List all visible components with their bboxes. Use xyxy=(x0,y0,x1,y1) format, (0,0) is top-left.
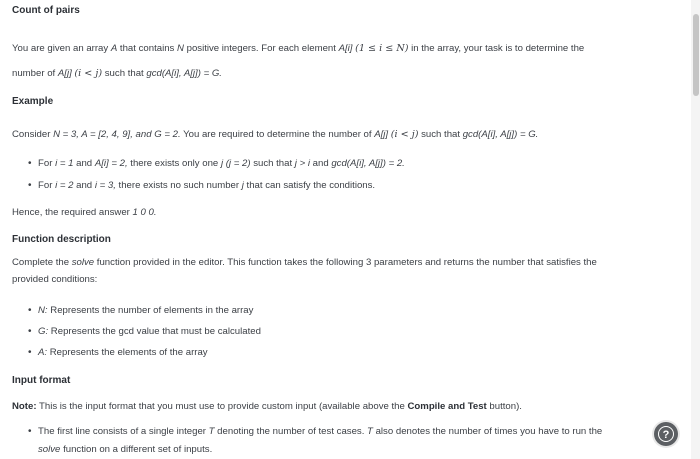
answer-line: Hence, the required answer 1 0 0. xyxy=(12,207,157,218)
parameter-item: • A: Represents the elements of the array xyxy=(28,347,208,358)
example-heading: Example xyxy=(12,96,54,107)
list-item: • The first line consists of a single integer T denoting the number of test cases. T also denotes the number of times you have to run the solve function on a different set of inputs. xyxy=(28,426,603,455)
problem-title: Count of pairs xyxy=(12,5,80,16)
intro-paragraph: You are given an array A that contains N positive integers. For each element A[i] (1 ≤ i ≤ N) in the array, your task is to determine the number of A[j] (i < j) such that gcd(A[i], A[j]) = G. xyxy=(12,43,585,79)
scrollbar-thumb[interactable] xyxy=(693,14,699,96)
help-button[interactable] xyxy=(654,422,678,446)
example-paragraph: Consider N = 3, A = [2, 4, 9], and G = 2. You are required to determine the number of A[j] (i < j) such that gcd(A[i], A[j]) = G. xyxy=(12,129,539,140)
help-icon: ? xyxy=(658,426,674,442)
parameter-item: • G: Represents the gcd value that must be calculated xyxy=(28,326,261,337)
list-item: • For i = 2 and i = 3, there exists no such number j that can satisfy the conditions. xyxy=(28,180,376,191)
parameter-item: • N: Represents the number of elements in the array xyxy=(28,305,254,316)
vertical-scrollbar[interactable] xyxy=(691,0,700,459)
function-description-paragraph: Complete the solve function provided in the editor. This function takes the following 3 parameters and returns the number that satisfies the provided conditions: xyxy=(12,257,597,285)
input-format-heading: Input format xyxy=(12,375,71,386)
function-description-heading: Function description xyxy=(12,234,111,245)
list-item: • For i = 1 and A[i] = 2, there exists only one j (j = 2) such that j > i and gcd(A[i], A[j]) = 2. xyxy=(28,158,405,169)
input-note: Note: This is the input format that you must use to provide custom input (available above the Compile and Test button). xyxy=(12,401,522,412)
